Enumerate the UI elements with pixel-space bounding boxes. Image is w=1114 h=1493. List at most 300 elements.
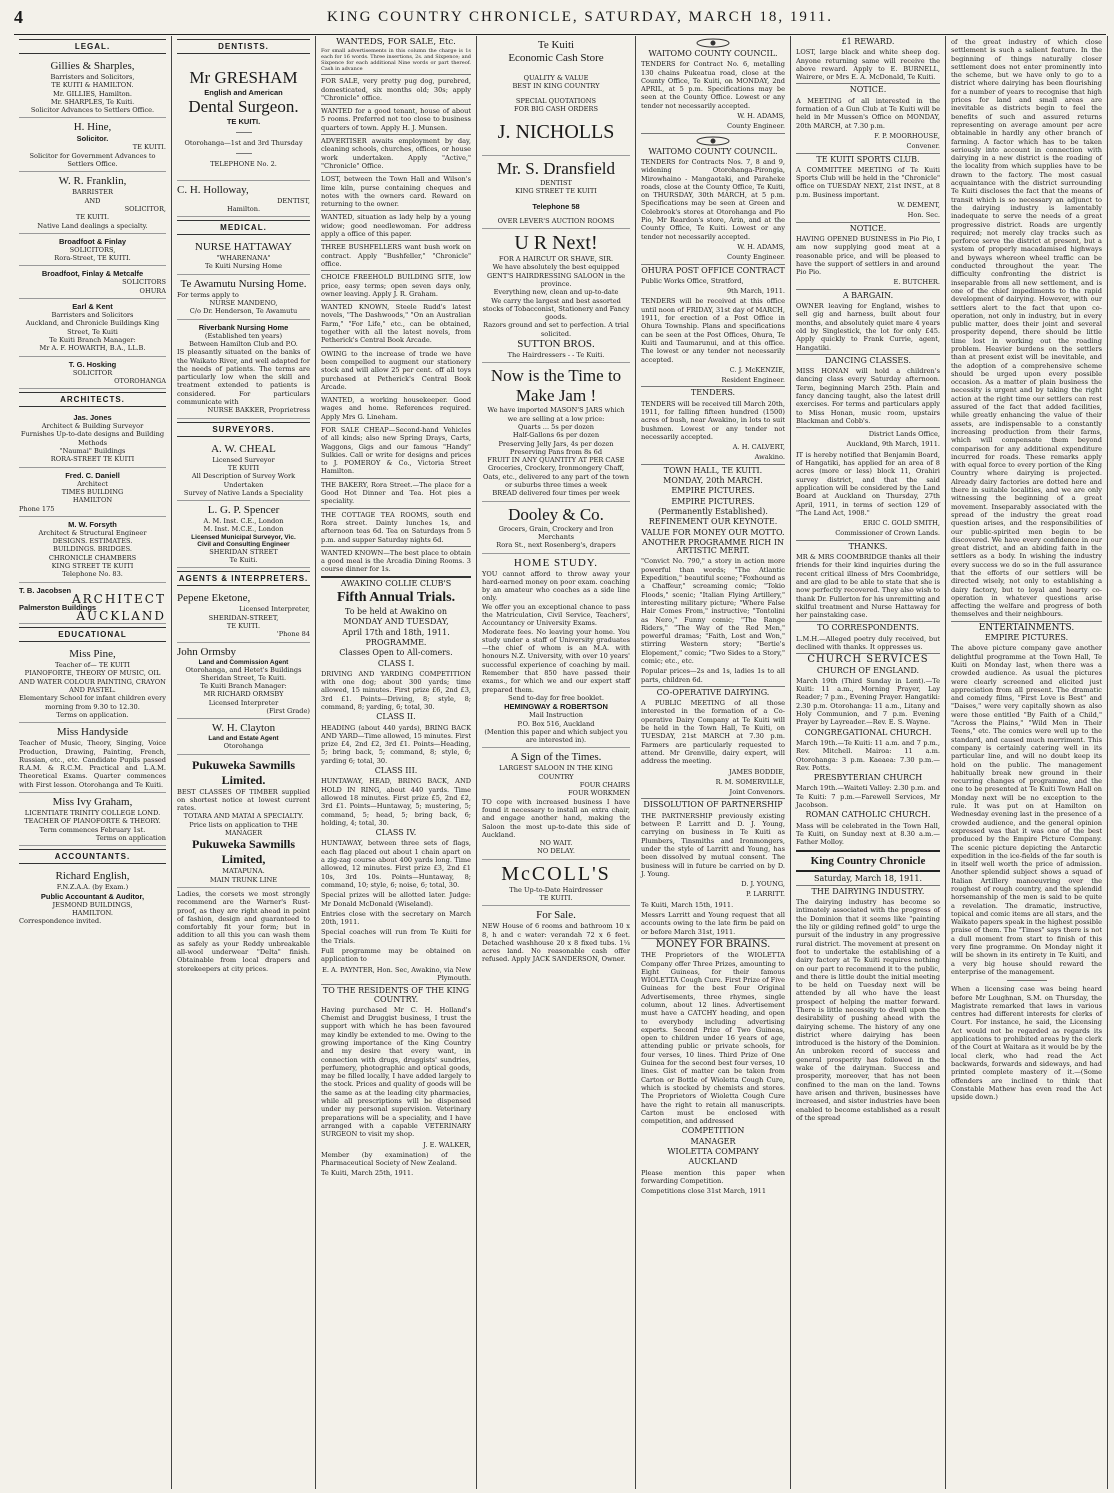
notice-signature: P. LARRITT. <box>745 890 785 899</box>
ad-line: Terms on application <box>95 833 166 842</box>
ad-line: SPECIAL QUOTATIONS <box>515 96 597 105</box>
notice-signature: R. M. SOMERVILLE, <box>715 777 785 786</box>
ad-line: Civil and Consulting Engineer <box>197 540 290 548</box>
church-body: Mass will be celebrated in the Town Hall, Te Kuiti, on Sunday next at 8.30 a.m.—Father Molloy. <box>796 821 940 847</box>
surveyors-header: SURVEYORS. <box>177 422 310 437</box>
awakino-line: PROGRAMME. <box>365 637 427 647</box>
ad-name: Pepene Eketone, <box>177 592 251 605</box>
notice-line: Please mention this paper when forwarding Competition. <box>641 1168 785 1185</box>
ad-name: Mr GRESHAM <box>189 68 298 87</box>
ad-line: NURSE MANDENO, <box>209 299 278 308</box>
residents-body: Having purchased Mr C. H. Holland's Chemist and Druggist business, I trust the support with which he has been favoured may kindly be extended to me. Owing to the growing importance of the King Country and my desire that every want, in connection with drugs, druggists' sundries, perfumery, photographic and optical goods, may be filled locally, I have added largely to the stock. Prices and quality of goods will be the same as at the leading city pharmacies, while all prescriptions will be dispensed under my personal supervision. Veterinary preparations will be a speciality, and I have arranged with a capable VETERINARY SURGEON to visit my shop. <box>321 1005 471 1139</box>
ad-line: Terms on application. <box>56 710 129 719</box>
ad-jones <box>19 410 166 467</box>
ad-line: TE KUITI. <box>539 894 573 902</box>
ad-line: Half-Gallons 6s per dozen <box>512 431 600 440</box>
notice-line: Public Works Office, Stratford, <box>641 276 744 285</box>
ad-name: Te Awamutu Nursing Home. <box>180 277 307 290</box>
ad-english <box>19 867 166 928</box>
notice-signature: Convener. <box>906 142 940 151</box>
ad-line: SHERIDAN STREET <box>209 547 278 556</box>
ad-line: MAIN TRUNK LINE <box>209 875 278 884</box>
masthead <box>14 0 1106 35</box>
notice-signature: A. H. CALVERT, <box>732 443 785 452</box>
notice-heading: TE KUITI SPORTS CLUB. <box>816 154 920 164</box>
ad-line: SUTTON BROS. <box>517 338 595 351</box>
ad-line: SOLICITOR, <box>124 204 166 213</box>
notice-line: VALUE FOR MONEY OUR MOTTO. <box>641 527 785 537</box>
ad-name: L. G. P. Spencer <box>207 504 280 517</box>
church-heading: ROMAN CATHOLIC CHURCH. <box>805 810 931 820</box>
column-2 <box>172 36 316 1489</box>
classified-ad: THE BAKERY, Rora Street.—The place for a Good Hot Dinner and Tea. Hot pies a speciality. <box>321 480 471 506</box>
classified-ad: CHOICE FREEHOLD BUILDING SITE, low price, easy terms; open seven days only, owner leaving. Apply J. R. Graham. <box>321 273 471 298</box>
ad-line: OHURA <box>139 286 166 295</box>
ad-line: Groceries, Crockery, Ironmongery Chaff, Oats, etc., delivered to any part of the town or suburbs three times a week <box>482 464 630 490</box>
notice-body: THE Proprietors of the WIOLETTA Company offer Three Prizes, amounting to Eight Guineas, for their famous WIOLETTA Cough Cure. First Prize of Five Guineas for the best Four Original Advertisements, three rhymes, single column, about 12 lines. Advertisement must have a CATCHY heading, and open to everybody including advertising experts. Second Prize of Two Guineas, open to children under 16 years of age, attending public or private schools, for four verses, 10 lines. Third Prize of One Guinea for the second best four verses, 10 lines. Gist of matter can be taken from Carton or Bottle of Wioletta Cough Cure, which is stocked by chemists and stores. The Proprietors of Wioletta Cough Cure have the right to retain all manuscripts. Carton must be enclosed with competition, and addressed <box>641 951 785 1126</box>
ad-line: HAMILTON <box>72 496 113 505</box>
ad-line: ARCHITECT <box>71 591 166 606</box>
ad-mccolls <box>482 860 630 907</box>
ad-home-study <box>482 554 630 749</box>
ad-name: C. H. Holloway, <box>177 183 249 196</box>
ad-miss-graham <box>19 793 166 846</box>
ad-line: AND <box>84 196 101 205</box>
ad-name: Fred. C. Daniell <box>65 470 120 480</box>
column-4 <box>477 36 636 1489</box>
ad-line: Architect & Structural Engineer <box>38 528 147 537</box>
ad-line: Pukuweka Sawmills Limited, <box>191 837 296 867</box>
ad-economic-cash-store <box>482 36 630 156</box>
notice-signature: Awakino. <box>754 453 785 462</box>
ad-line: Hamilton. <box>226 204 261 213</box>
ad-name: A. W. CHEAL <box>211 442 276 455</box>
educational-header: EDUCATIONAL <box>19 627 166 642</box>
notice-heading: NOTICE. <box>849 85 887 95</box>
ad-name: M. W. Forsyth <box>68 519 117 529</box>
ad-line: OTOROHANGA <box>114 376 166 385</box>
notice-line: Auckland, 9th March, 1911. <box>846 440 940 449</box>
church-body: March 19th.—Waiteti Valley: 2.30 p.m. and Te Kuiti: 7 p.m.—Farewell Services, Mr Jacobson. <box>796 784 940 810</box>
church-heading: CHURCH OF ENGLAND. <box>816 665 920 675</box>
awakino-club: AWAKINO COLLIE CLUB'S <box>340 578 452 588</box>
church-body: March 19th.—Te Kuiti: 11 a.m. and 7 p.m., Rev. Mitchell. Mairoa: 11 a.m. Otorohanga: 3 p.m. Kaeaea: 7.30 p.m.—Rev. Potts. <box>796 738 940 772</box>
residents-signature: J. E. WALKER, <box>423 1140 471 1149</box>
ad-miss-handyside <box>19 723 166 793</box>
notice-body: LOST, large black and white sheep dog. Anyone returning same will receive the above reward. Apply to E. BURNELL, Wairere, or Mrs E. A. McDonald, Te Kuiti. <box>796 48 940 82</box>
notice-body: MISS HONAN will hold a children's dancing class every Saturday afternoon. Term, beginning March 25th. Plain and fancy dancing taught, also the latest drill exercises. For terms and particulars apply to Miss Honan, music room, upstairs Blackman and Cobb's. <box>796 367 940 425</box>
ad-line: DENTIST, <box>277 196 310 205</box>
ad-line: Barristers and Solicitors, <box>50 73 135 81</box>
ad-name: Broadfoot, Finlay & Metcalfe <box>41 269 144 279</box>
ad-line: Barristers and Solicitors <box>51 311 134 320</box>
notice-signature: JAMES BODDIE, <box>728 767 785 776</box>
ad-line: Razors ground and set to perfection. A trial solicited. <box>483 321 629 338</box>
ad-line: LICENTIATE TRINITY COLLEGE LOND. <box>24 809 161 818</box>
ad-line: PIANOFORTE, THEORY OF MUSIC, OIL AND WATER COLOUR PAINTING, CRAYON AND PASTEL. <box>19 669 166 695</box>
ad-miss-pine <box>19 645 166 723</box>
ad-for-sale <box>482 906 630 966</box>
notice-body: A MEETING of all interested in the formation of a Gun Club at Te Kuiti will be held in Mr Mussen's Office on MONDAY, 20th MARCH, at 7.30 p.m. <box>796 96 940 130</box>
ad-name: Mr. S. Dransfield <box>496 159 616 179</box>
awakino-note: Full programme may be obtained on application to <box>321 947 471 964</box>
ad-name: Richard English, <box>55 870 130 883</box>
notice-signature: Joint Convenors. <box>729 788 785 797</box>
ad-line: Land and Estate Agent <box>208 735 279 743</box>
ad-line: FOUR WORKMEN <box>567 789 630 798</box>
ad-line: Correspondence invited. <box>19 917 102 926</box>
ad-line: SOLICITOR <box>72 368 113 377</box>
dentists-header: DENTISTS. <box>177 39 310 54</box>
notice-heading: WAITOMO COUNTY COUNCIL. <box>648 49 778 58</box>
ad-line: AUCKLAND <box>76 608 166 623</box>
ad-line: TIMES BUILDING <box>61 487 124 496</box>
ad-line: All Description of Survey Work Undertaken <box>191 472 296 489</box>
classified-ad: THE COTTAGE TEA ROOMS, south end Rora street. Dainty lunches 1s, and afternoon teas 6d. Tea on Saturdays from 5 p.m. and supper Saturday nights 6d. <box>321 510 471 544</box>
notice-line: REFINEMENT OUR KEYNOTE. <box>648 517 778 527</box>
ad-line: RORA-STREET TE KUITI <box>50 455 135 464</box>
ad-name: Gillies & Sharples, <box>50 60 135 72</box>
ad-name: McCOLL'S <box>501 862 611 885</box>
ad-line: BREAD delivered four times per week <box>492 489 620 498</box>
ad-line: Dental Surgeon. <box>188 97 299 116</box>
church-services-heading: CHURCH SERVICES <box>807 654 929 666</box>
ad-line: Solicitor. <box>76 134 109 144</box>
notice-line: EMPIRE PICTURES. <box>671 486 755 496</box>
ad-line: Native Land dealings a specialty. <box>37 221 148 230</box>
ad-line: Phone 175 <box>19 504 55 513</box>
ad-line: NEW House of 6 rooms and bathroom 10 x 8, h and c water: verandah 72 x 6 feet. Detached washhouse 20 x 8 fixed tubs. 1¼ acres land. No reasonable cash offer refused. Apply JACK SANDERSON, Owner. <box>482 922 630 964</box>
notice-body: A COMMITTEE MEETING of Te Kuiti Sports Club will be held in the "Chronicle" office on TUESDAY NEXT, 21st INST., at 8 p.m. Business important. <box>796 165 940 199</box>
ad-line: TEACHER OF PIANOFORTE & THEORY. <box>24 817 161 826</box>
ad-line: Rora-Street, TE KUITI. <box>54 254 131 263</box>
ad-line: F.N.Z.A.A. (by Exam.) <box>56 883 129 892</box>
ad-line: CHRONICLE CHAMBERS <box>48 553 137 562</box>
column-3 <box>316 36 477 1489</box>
notice-line: AUCKLAND <box>688 1157 738 1167</box>
awakino-signature: E. A. PAYNTER, Hon. Sec, Awakino, via New Plymouth. <box>322 965 471 982</box>
ad-line: Grocers, Grain, Crockery and Iron Merchants <box>498 524 614 541</box>
notice-signature: W. H. ADAMS, <box>737 242 785 251</box>
notice-heading: DISSOLUTION OF PARTNERSHIP <box>643 800 783 810</box>
class-description: DRIVING AND YARDING COMPETITION with one dog; about 300 yards; time allowed, 15 minutes. First prize £6, 2nd £3, 3rd £1. Points—Driving, 8; style, 8; command, 8; yarding, 6; total, 30. <box>321 669 471 711</box>
notice-line: ANOTHER PROGRAMME RICH IN ARTISTIC MERIT. <box>642 537 784 556</box>
ad-line: TOTARA AND MATAI A SPECIALTY. <box>183 812 304 821</box>
ad-line: Te Kuiti Branch Manager: <box>200 682 287 691</box>
ad-line: Auckland, and Chronicle Buildings King Street, Te Kuiti <box>25 319 160 336</box>
ad-line: Rora St., next Rosenberg's, drapers <box>496 541 616 550</box>
ad-line: IS pleasantly situated on the banks of the Waikato River, and well adapted for the needs of patients. The terms are particularly low when the skill and treatment extended to patients is considered. For particulars communicate with <box>177 348 310 407</box>
residents-date: Te Kuiti, March 25th, 1911. <box>321 1169 414 1178</box>
ad-name: Riverbank Nursing Home <box>198 322 289 332</box>
ad-forsyth <box>19 517 166 583</box>
awakino-note: Entries close with the secretary on March 20th, 1911. <box>321 909 471 927</box>
entertainments-body: The above picture company gave another delightful programme at the Town Hall, Te Kuiti on Monday last, when there was a crowded audience. As usual the pictures were clearly screened and elicited just appreciation from all present. The dramatic and comedy films, "First Love is Best" and "Daises," were very capitally shown as also were those entitled "By Faith of a Child," "Across the Plains," "Wild Men in Their Teens," etc. The comics were well up to the standard, and caused much merriment. This company is certainly catering well in its particular line, and will no doubt keep its hold on the public. The management habitually break new ground in their recurring changes of programme, and the one to be presented at Te Kuiti Town Hall on Monday next will be no exception to the rule. It was put on at Hamilton on Wednesday evening last in the presence of a crowded audience, and the general opinion expressed was that it was one of the best produced by the Empire Picture Company. The scenic picture depicting the Antarctic expedition in the ice-fields of the far south is in itself well worth the price of admission. Another splendid subject shows a squad of Italian Artillery manoeuvring over the roughest of rough country, and the splendid horsemanship of the men is said to be quite a revelation. The dramatic, instructive, topical and comic items are all stars, and the Waikato papers speak in the highest possible praise of them. The "Times" says there is not a dull moment from start to finish of this very fine programme. On Monday night it will be shown in its entirety in Te Kuiti, and a very big house should reward the enterprise of the management. <box>951 644 1102 976</box>
classified-ad: FOR SALE, very pretty pug dog, purebred, domesticated, six months old; 30s; apply "Chronicle" office. <box>321 77 471 102</box>
ad-jacobsen <box>19 583 166 625</box>
ad-cheal <box>177 440 310 501</box>
ad-line: Licensed Surveyor <box>212 455 275 464</box>
ad-line: Term commences February 1st. <box>39 825 146 834</box>
legal-header: LEGAL. <box>19 39 166 54</box>
newspaper-nameplate: King Country Chronicle <box>796 850 940 872</box>
column-1 <box>14 36 172 1489</box>
ad-sign-of-times <box>482 748 630 859</box>
awakino-title: Fifth Annual Trials. <box>336 590 456 606</box>
classified-ad: LOST, between the Town Hall and Wilson's lime kiln, purse containing cheques and notes with the owners card. Reward on returning to the owner. <box>321 175 471 209</box>
ad-franklin <box>19 172 166 233</box>
ad-name: Miss Ivy Graham, <box>52 796 133 809</box>
notice-body: TENDERS for Contracts Nos. 7, 8 and 9, widening Otorohanga-Pirongia, Mirowhaino - Mangaotaki, and Paraheke roads, close at the County Office, Te Kuiti, on THURSDAY, 30th MARCH, at 5 p.m. Specifications may be seen at Green and Colebrook's stores at Otorohanga and Pio Pio, Mr Reardon's store, Arin, and at the County Office, Te Kuiti. Lowest or any tender not necessarily accepted. <box>641 157 785 241</box>
ad-line: Preserving Jelly Jars, 4s per dozen <box>498 439 614 448</box>
notice-body: THE PARTNERSHIP previously existing between P. Larritt and D. J. Young, carrying on business in Te Kuiti as Plumbers, Tinsmiths and Ironmongers, under the style of Larritt and Young, has been dissolved by mutual consent. The business will in future be carried on by D. J. Young. <box>641 811 785 878</box>
ad-line: MR RICHARD ORMSBY <box>203 690 284 699</box>
licensing-item: When a licensing case was being heard before Mr Loughnan, S.M. on Thursday, the Magistrate remarked that laws in various centres had different interests for clerks of Court. For instance, he said, the Licensing Act would not be regarded as regards its applications to prohibited areas by the clerk of the Court at Waitara as it would be by the local clerk, who had read the Act backwards, forwards and sideways, and had printed complete mastery of it.—(Some offenders are inclined to think that Constable Mathew has even read the Act upside down.) <box>951 985 1102 1102</box>
ad-line: Teacher of Music, Theory, Singing, Voice Production, Drawing, Painting, French, Russian, etc., etc. Candidate Pupils passed R.A.M. & R.C.M. Practical and L.A.M. Theoretical Exams. Quarter commences with First lesson. Otorohanga and Te Kuiti. <box>19 739 166 789</box>
notice-heading: THANKS. <box>848 541 888 551</box>
ad-line: M. Inst. M.C.E., London <box>203 525 284 534</box>
notice-heading: DANCING CLASSES. <box>824 355 911 365</box>
ad-line: Telephone 58 <box>532 201 580 211</box>
notice-line: Competitions close 31st March, 1911 <box>641 1187 767 1196</box>
ad-line: Furnishes Up-to-date designs and Building Methods <box>20 430 165 447</box>
ad-line: TE KUITI. <box>226 117 261 126</box>
notice-heading: OHURA POST OFFICE CONTRACT <box>641 265 785 275</box>
classified-ad: WANTED KNOWN, Steele Rudd's latest novels, "The Dashwoods," "On an Australian Farm," "For Life," etc., can be obtained, together with all the latest novels, from Petherick's Central Book Arcade. <box>321 303 471 345</box>
ad-line: Licensed Municipal Surveyor, Vic. <box>191 533 296 541</box>
ad-line: Elementary School for infant children every morning from 9.30 to 12.30. <box>19 694 166 711</box>
ad-name: Miss Handyside <box>56 726 129 739</box>
ad-line: TE KUITI. <box>226 621 261 630</box>
ad-line: Land and Commission Agent <box>198 658 289 666</box>
ad-line: YOU cannot afford to throw away your hard-earned money on poor exam. coaching by an amateur who coaches as a side line only. <box>482 569 630 603</box>
ad-line: For terms apply to <box>177 290 239 299</box>
medical-header: MEDICAL. <box>177 220 310 235</box>
ad-line: JESMOND BUILDINGS, <box>52 900 133 909</box>
ad-line: Price lists on application to THE MANAGER <box>189 820 298 838</box>
ad-line: Mr A. F. HOWARTH, B.A., LL.B. <box>39 344 146 353</box>
ad-line: Public Accountant & Auditor, <box>40 891 145 901</box>
classified-ad: WANTED for a good tenant, house of about 5 rooms. Preferred not too close to business quarters of town. Apply H. J. Munsen. <box>321 107 471 132</box>
notice-heading: NOTICE. <box>849 223 887 233</box>
class-description: HEADING (about 440 yards), BRING BACK AND YARD—Time allowed, 15 minutes. First prize £4, 2nd £2, 3rd £1. Points—Heading, 5; bring back, 5; command, 8; style, 6; yarding 6; total, 30. <box>321 723 471 765</box>
ad-name: Pukuweka Sawmills Limited. <box>191 757 296 787</box>
awakino-line: To be held at Awakino on <box>344 607 448 617</box>
ad-line: Telephone No. 83. <box>62 570 123 579</box>
notice-body: "Convict No. 790," a story in action more powerful than words; "The Atlantic Expedition," beautiful scene; "Foxhound as a Chaffeur," screaming comic; "Tokio Floods," scenic; "Italian Flying Artillery," interesting military picture; "Where False Hair Comes From," instructive; "Tontolini as Nero," Funny comic; "The Range Riders," "The Way of the Red Men," powerful dramas; "Faith, Lost and Won," stirring Western story; "Bertie's Elopement," comic; "Two Sides to a Story," comic; etc., etc. <box>641 557 785 665</box>
notice-signature: County Engineer. <box>727 122 785 131</box>
notice-line: District Lands Office, <box>868 430 940 439</box>
ad-line: Send to-day for free booklet. <box>508 693 604 702</box>
ad-line: BEST CLASSES OF TIMBER supplied on shortest notice at lowest current rates. <box>177 787 310 813</box>
editorial-heading: THE DAIRYING INDUSTRY. <box>811 886 925 896</box>
class-description: HUNTAWAY, HEAD, BRING BACK, AND HOLD IN RING, about 440 yards. Time allowed 18 minutes. First prize £5, 2nd £2, 3rd £1. Points—Huntaway, 5; mustering, 5; command, 5; head, 5; bring back, 6; holding, 4; total, 30. <box>321 777 471 827</box>
corset-notice: Ladies, the corsets we most strongly recommend are the Warner's Rust-proof, as they are right ahead in point of fashion, design and guaranteed to comfortably fit your form; but in addition to all this you can wash them as safely as your Reddy unbreakable all-wool underwear "Delta" finish. Obtainable from local drapers and storekeepers at city prices. <box>177 889 310 973</box>
ad-name: NURSE HATTAWAY <box>194 241 293 254</box>
notice-heading: £1 REWARD. <box>841 37 895 46</box>
ad-line: NO WAIT. <box>539 839 573 848</box>
entertainments-heading: ENTERTAINMENTS. <box>978 622 1075 633</box>
coat-of-arms-icon <box>695 136 731 146</box>
ad-line: We have absolutely the best equipped GENT'S HAIRDRESSING SALOON in the province. <box>486 263 626 288</box>
newspaper-header-title: KING COUNTRY CHRONICLE, SATURDAY, MARCH 18, 1911. <box>326 8 834 25</box>
ad-line: "Naumai" Buildings <box>59 447 126 456</box>
notice-line: WIOLETTA COMPANY <box>667 1147 759 1157</box>
ad-broadfoot-finlay <box>19 234 166 267</box>
notice-signature: ERIC C. GOLD SMITH, <box>862 519 940 528</box>
notice-heading: WAITOMO COUNTY COUNCIL. <box>648 146 778 156</box>
ad-name: Miss Pine, <box>69 648 116 661</box>
church-heading: PRESBYTERIAN CHURCH <box>813 773 923 783</box>
classified-ad: WANTED, a working housekeeper. Good wages and home. References required. Apply Mrs G. Lineham. <box>321 396 471 421</box>
ad-nurse-hattaway <box>177 238 310 275</box>
ad-name: W. R. Franklin, <box>58 175 127 188</box>
church-heading: CONGREGATIONAL CHURCH. <box>804 727 932 737</box>
ad-name: H. Hine, <box>73 121 112 134</box>
ad-line: Solicitor for Government Advances to Settlers Office. <box>29 151 156 169</box>
notice-heading: MONEY FOR BRAINS. <box>655 938 771 950</box>
ad-dooley <box>482 502 630 554</box>
ad-line: NURSE BAKKER, Proprietress <box>207 406 310 415</box>
awakino-note: Special prizes will be allotted later. Judge: Mr Donald McDonald (Wiseland). <box>321 891 471 908</box>
notice-body: TENDERS will be received till March 20th, 1911, for falling fifteen hundred (1500) acres of bush, near Awakino, in lots to suit bushmen. Lowest or any tender not necessarily accepted. <box>641 399 785 441</box>
church-body: March 19th (Third Sunday in Lent).—Te Kuiti: 11 a.m., Morning Prayer, Lay Reader; 7 p.m., Evening Prayer. Hangatiki: 2.30 p.m. Otorohanga: 11 a.m., Litany and Holy Communion, and 7 p.m. Evening Prayer by Layreader.—Rev. E. S. Wayne. <box>796 676 940 727</box>
notice-signature: D. J. YOUNG, <box>741 880 785 889</box>
ad-line: Architect & Building Surveyor <box>41 422 144 431</box>
accountants-header: ACCOUNTANTS. <box>19 849 166 864</box>
class-heading: CLASS III. <box>374 766 418 776</box>
ad-line: HAMILTON. <box>72 908 113 917</box>
classified-ad: ADVERTISER awaits employment by day, cleaning schools, churches, offices, or house work undertaken. Apply "Active," "Chronicle" Office. <box>321 137 471 170</box>
ad-eketone <box>177 589 310 642</box>
notice-heading: TOWN HALL, TE KUITI. <box>663 465 763 475</box>
ad-ormsby <box>177 643 310 720</box>
entertainments-subheading: EMPIRE PICTURES. <box>984 633 1069 643</box>
editorial-body: The dairying industry has become so intimately associated with the progress of the Dominion that it seems like "painting the lily or gilding refined gold" to urge the pursuit of the industry in any progressive rural district. The movement at present on foot to undertake the establishing of a dairy factory at Te Kuiti requires nothing on our part to recommend it to the public, and there is little doubt the initial meeting to be held on Tuesday next will be attended by all who have the least prospect of helping the matter forward. There is little necessity to dwell upon the desirability of pushing ahead with the dairying scheme. The history of any one district where dairying has been introduced is the history of the Dominion. An unbroken record of success and general prosperity has followed in the wake of the dairyman. Success and prosperity, moreover, that has not been confined to the man on the land. Towns have arisen and thriven, businesses have increased, and sister industries have been enabled to become established as a result of the spread <box>796 898 940 1122</box>
ad-line: Otorohanga—1st and 3rd Thursday <box>184 139 303 147</box>
ad-name: Dooley & Co. <box>508 504 604 524</box>
ad-name: T. G. Hosking <box>68 359 117 369</box>
ad-line: Palmerston Buildings <box>19 602 97 612</box>
residents-heading: TO THE RESIDENTS OF THE KING COUNTRY. <box>322 986 470 1004</box>
wanted-header: WANTEDS, FOR SALE, Etc. <box>336 37 456 47</box>
awakino-line: Classes Open to All-comers. <box>339 648 453 658</box>
notice-signature: Resident Engineer. <box>721 376 785 385</box>
notice-signature: E. BUTCHER. <box>893 278 940 287</box>
ad-line: SOLICITORS <box>122 278 166 287</box>
ad-line: TE KUITI & HAMILTON. <box>51 81 134 90</box>
notice-heading: TENDERS. <box>690 388 736 398</box>
notice-heading: TO CORRESPONDENTS. <box>817 623 919 633</box>
notice-heading: CO-OPERATIVE DAIRYING. <box>656 687 770 697</box>
ad-line: (First Grade) <box>266 706 310 715</box>
ad-line: Licensed Interpreter, <box>239 605 310 614</box>
ad-line: Mr. GILLIES, Hamilton. <box>52 89 132 98</box>
ad-line: DESIGNS. ESTIMATES. <box>52 537 133 546</box>
ad-line: BEST IN KING COUNTRY <box>512 82 600 91</box>
ad-line: QUALITY & VALUE <box>523 74 589 82</box>
notice-line: MONDAY, 20th MARCH. <box>663 476 763 486</box>
ad-gillies-sharples <box>19 57 166 118</box>
ad-line: BUILDINGS. BRIDGES. <box>53 545 132 554</box>
ad-line: "WHARENANA" <box>216 254 271 263</box>
ad-hine <box>19 118 166 172</box>
ad-sutton-bros <box>482 229 630 363</box>
ad-line: FOR BIG CASH ORDERS <box>514 104 598 113</box>
ad-line: SHERIDAN-STREET, <box>208 613 279 622</box>
ad-broadfoot-metcalfe <box>19 266 166 299</box>
column-5 <box>636 36 791 1489</box>
ad-line: Te Kuiti Nursing Home <box>205 262 282 271</box>
ad-line: We offer you an exceptional chance to pass the Matriculation, Civil Service, Teachers', Accountancy or University Exams. <box>482 602 630 628</box>
notice-signature: W. DEMENT, <box>897 201 940 210</box>
classified-ad: THREE BUSHFELLERS want bush work on contract. Apply "Bushfeller," "Chronicle" office. <box>321 243 471 268</box>
ad-line: LARGEST SALOON IN THE KING COUNTRY <box>499 764 613 781</box>
notice-line: (Permanently Established). <box>658 506 768 516</box>
ad-line: (Mention this paper and which subject you are interested in). <box>484 727 628 745</box>
notice-signature: F. P. MOORHOUSE, <box>874 131 940 140</box>
notice-line: COMPETITION <box>681 1126 745 1136</box>
notice-body: OWNER leaving for England, wishes to sell gig and harness, built about four months, and absolutely quiet mare 4 years old by Singlestick, the lot for only £45. Apply quickly to Frank Currie, agent, Hangatiki. <box>796 302 940 352</box>
ad-line: Te Kuiti Branch Manager: <box>49 335 136 344</box>
ad-line: Everything new, clean and up-to-date <box>493 288 619 297</box>
class-heading: CLASS IV. <box>375 828 417 838</box>
notice-body: HAVING OPENED BUSINESS in Pio Pio, I am now supplying good meat at a reasonable price, and will be pleased to have the support of settlers in and around Pio Pio. <box>796 234 940 277</box>
classified-ad: FOR SALE CHEAP—Second-hand Vehicles of all kinds; also new Spring Drays, Carts, Waggons, Gigs and our famous "Handy" Sulkies. Call or write for designs and prices to J. POMEROY & Co., Victoria Street Hamilton. <box>321 425 471 476</box>
class-heading: CLASS II. <box>376 712 416 722</box>
ad-name: HOME STUDY. <box>513 556 599 569</box>
ad-line: Te Kuiti <box>537 39 575 51</box>
notice-body: TENDERS for Contract No. 6, metalling 130 chains Pukeatua road, close at the County Office, Te Kuiti, on MONDAY, 2nd APRIL, at 5 p.m. Specifications may be seen at the County Office. Lowest or any tender not necessarily accepted. <box>641 60 785 110</box>
ad-name: J. NICHOLLS <box>497 121 615 144</box>
ad-line: Economic Cash Store <box>508 52 604 64</box>
ad-line: A. M. Inst. C.E., London <box>203 517 284 526</box>
notice-body: IT is hereby notified that Benjamin Board, of Hangatiki, has applied for an area of 8 acres (more or less) block 11, Orahiri survey district, and that the said application will be considered by the Land Board at Auckland on Thursday, 27th April, 1911, in terms of section 129 of "The Land Act, 1908." <box>796 450 940 517</box>
coat-of-arms-icon <box>695 38 731 48</box>
ad-line: The Hairdressers - - Te Kuiti. <box>507 351 605 360</box>
ad-line: Otorohanga, and Hetet's Buildings Sheridan Street, Te Kuiti. <box>185 665 302 682</box>
notice-line: Popular prices—2s and 1s, ladies 1s to all parts, children 6d. <box>641 667 785 684</box>
ad-name: Jas. Jones <box>73 413 112 423</box>
ad-line: TO cope with increased business I have found it necessary to install an extra chair, and engage another hand, making the Saloon the most up-to-date this side of Auckland. <box>482 797 630 839</box>
ad-pukuweka <box>177 755 310 888</box>
ad-line: TELEPHONE No. 2. <box>210 160 277 169</box>
ad-gresham <box>177 57 310 181</box>
ad-line: FOR A HAIRCUT OR SHAVE, SIR. <box>498 255 614 264</box>
classified-ad: WANTED, situation as lady help by a young widow; good needlewoman. For address apply a office of this paper. <box>321 213 471 239</box>
ad-line: Mr. SHARPLES, Te Kuiti. <box>50 97 135 106</box>
ad-name: Broadfoot & Finlay <box>58 236 127 246</box>
ad-line: 'Phone 84 <box>276 630 310 639</box>
ad-line: SOLICITORS, <box>69 245 116 254</box>
ad-name: Earl & Kent <box>72 302 113 312</box>
ad-line: (Established ten years) <box>204 331 283 340</box>
ad-line: Solicitor Advances to Settlers Office. <box>30 106 155 115</box>
ad-line: HEMINGWAY & ROBERTSON <box>504 702 608 712</box>
ad-te-awamutu-nursing <box>177 275 310 320</box>
architects-header: ARCHITECTS. <box>19 392 166 407</box>
ad-spencer <box>177 501 310 568</box>
ad-earl-kent <box>19 299 166 356</box>
notice-signature: C. J. McKENZIE, <box>729 365 785 374</box>
ad-line: English and American <box>204 88 283 97</box>
ad-line: Mail Instruction <box>529 711 583 720</box>
notice-body: L.M.H.—Alleged poetry duly received, but declined with thanks. It oppresses us. <box>796 634 940 651</box>
notice-line: 9th March, 1911. <box>726 287 785 296</box>
ad-line: NO DELAY. <box>537 847 575 856</box>
ad-name: U R Next! <box>514 232 598 255</box>
ad-line: TE KUITI <box>227 463 260 472</box>
